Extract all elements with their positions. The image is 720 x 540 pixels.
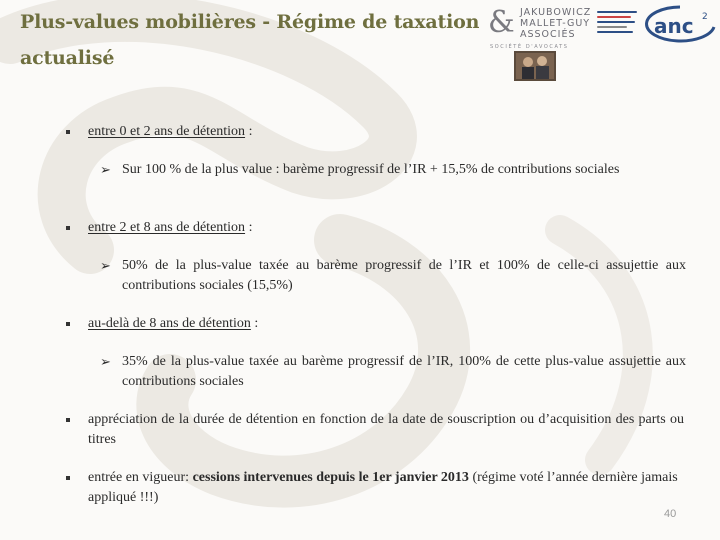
slide-title: Plus-values mobilières - Régime de taxation actualisé [20,11,480,69]
list-item: appréciation de la durée de détention en fonction de la date de souscription ou d’acquisition des parts ou titres [88,410,684,450]
sub-list-item: ➢ 35% de la plus-value taxée au barème progressif de l’IR, 100% de cette plus-value assujettie aux contributions sociales [100,354,686,389]
list-item: au-delà de 8 ans de détention : [88,314,684,334]
ampersand-logo-icon: & [488,5,515,40]
jmg-logo-tagline: SOCIÉTÉ D'AVOCATS [490,44,569,50]
bullet-icon [66,418,70,422]
list-item: entre 2 et 8 ans de détention : [88,218,684,238]
list-item: entre 0 et 2 ans de détention : [88,122,684,142]
jmg-logo-name: JAKUBOWICZ MALLET-GUY ASSOCIÉS [520,7,592,40]
bullet-icon [66,130,70,134]
anc-logo-text: anc [654,14,694,38]
arrow-bullet-icon: ➢ [100,258,111,273]
list-item: entrée en vigueur: cessions intervenues depuis le 1er janvier 2013 (régime voté l’année dernière jamais appliqué !!!) [88,468,684,508]
anc-logo [644,5,716,43]
people-photo [514,51,556,81]
sub-list-item: ➢ 50% de la plus-value taxée au barème progressif de l’IR et 100% de celle-ci assujettie aux contributions sociales (15,5%) [100,258,686,293]
partner-logo-lines [597,8,641,38]
anc-logo-superscript: 2 [702,12,708,22]
bullet-icon [66,476,70,480]
sub-list-item: ➢ Sur 100 % de la plus value : barème progressif de l’IR + 15,5% de contributions sociales [122,160,686,180]
bullet-icon [66,322,70,326]
bullet-icon [66,226,70,230]
jmg-logo [488,6,592,48]
arrow-bullet-icon: ➢ [100,354,111,369]
page-number: 40 [664,508,677,520]
arrow-bullet-icon: ➢ [100,162,111,177]
